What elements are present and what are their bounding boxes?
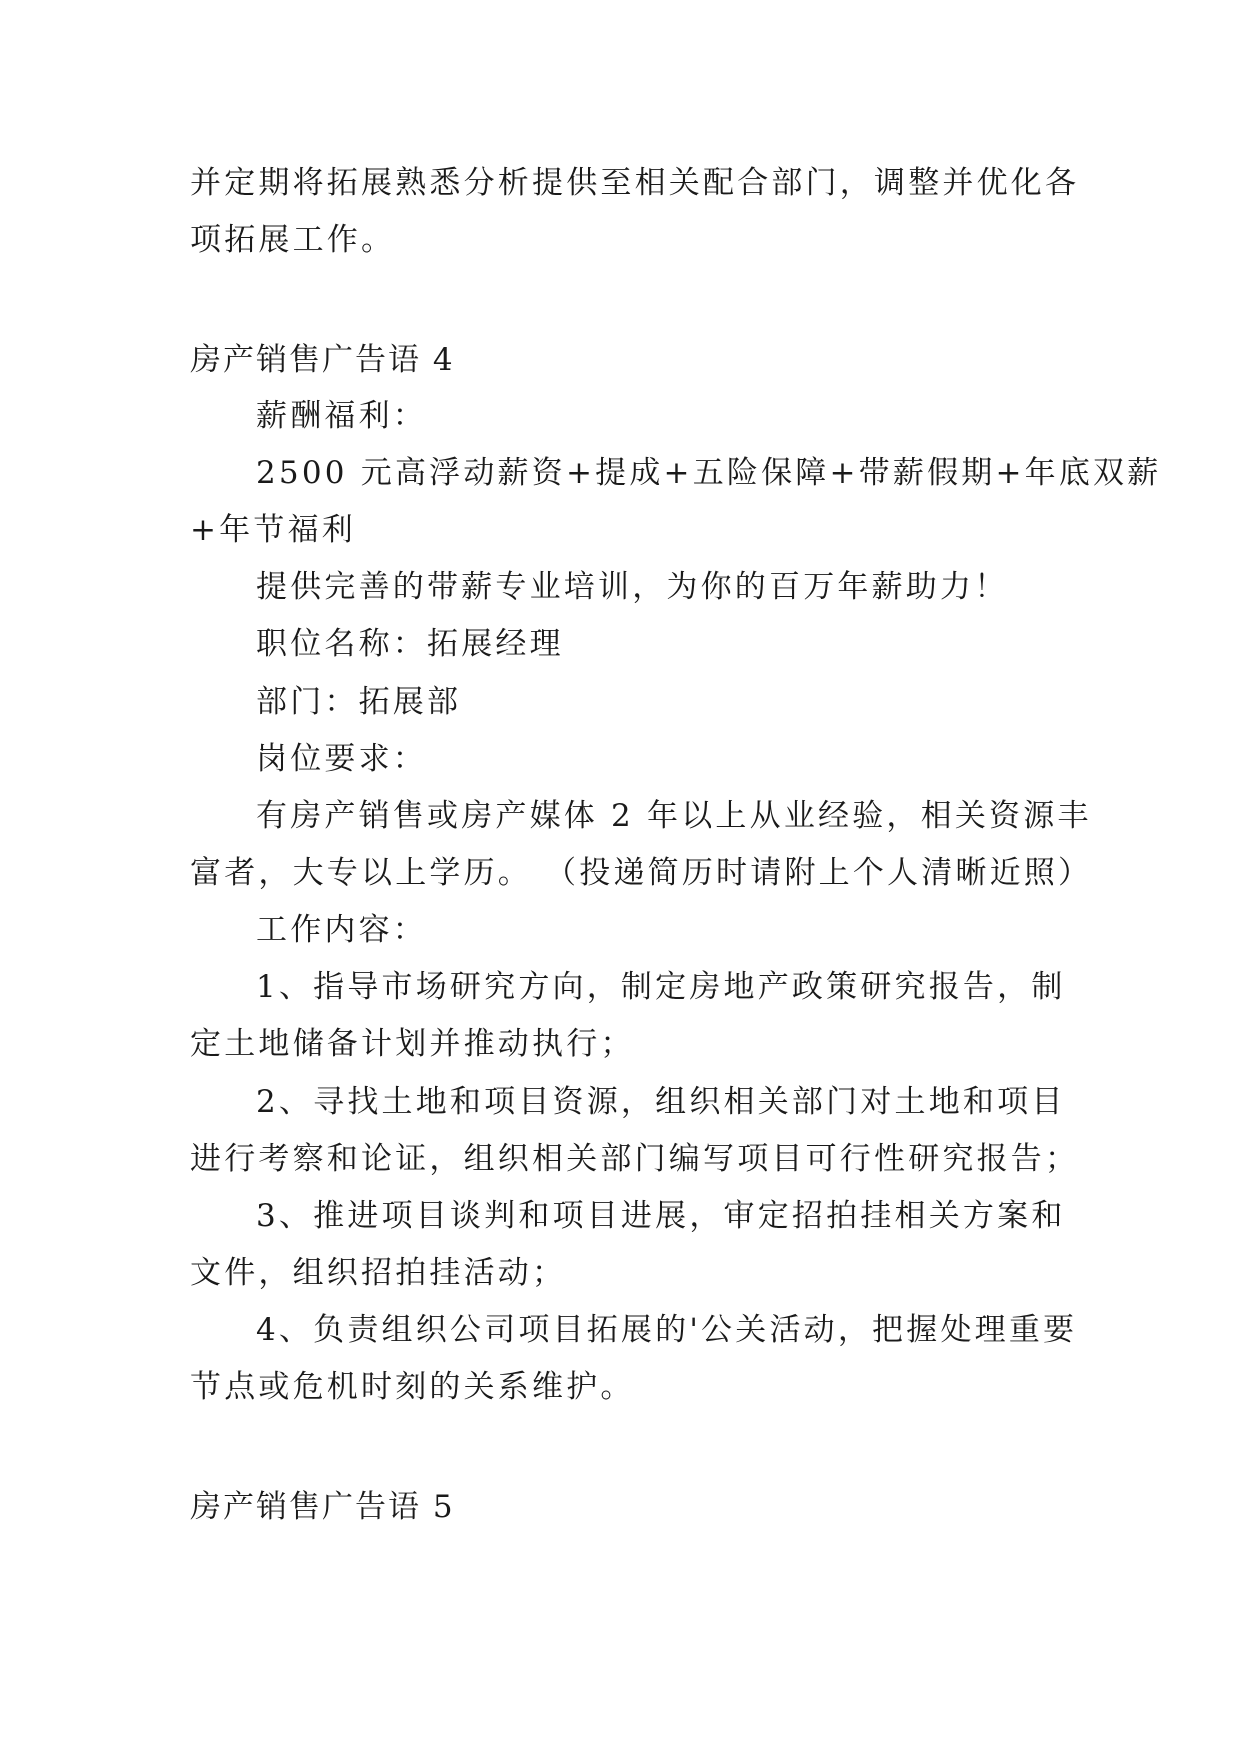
paragraph-line: 富者，大专以上学历。 （投递简历时请附上个人清晰近照） (190, 855, 1093, 891)
paragraph-line: 并定期将拓展熟悉分析提供至相关配合部门，调整并优化各 (190, 165, 1080, 201)
paragraph-line: 3、推进项目谈判和项目进展，审定招拍挂相关方案和 (256, 1198, 1066, 1234)
paragraph-line: +年节福利 (190, 512, 356, 548)
section-heading: 房产销售广告语 5 (190, 1489, 455, 1525)
paragraph-line: 部门：拓展部 (256, 684, 462, 720)
paragraph-line: 岗位要求： (256, 741, 427, 777)
paragraph-line: 1、指导市场研究方向，制定房地产政策研究报告，制 (256, 969, 1066, 1005)
section-heading: 房产销售广告语 4 (190, 342, 455, 378)
paragraph-line: 文件，组织招拍挂活动； (190, 1255, 567, 1291)
paragraph-line: 进行考察和论证，组织相关部门编写项目可行性研究报告； (190, 1141, 1080, 1177)
paragraph-line: 2、寻找土地和项目资源，组织相关部门对土地和项目 (256, 1084, 1066, 1120)
paragraph-line: 工作内容： (256, 912, 427, 948)
paragraph-line: 2500 元高浮动薪资+提成+五险保障+带薪假期+年底双薪 (256, 455, 1162, 491)
paragraph-line: 有房产销售或房产媒体 2 年以上从业经验，相关资源丰 (256, 798, 1092, 834)
paragraph-line: 4、负责组织公司项目拓展的'公关活动，把握处理重要 (256, 1312, 1078, 1348)
paragraph-line: 项拓展工作。 (190, 222, 396, 258)
paragraph-line: 职位名称：拓展经理 (256, 626, 564, 662)
paragraph-line: 节点或危机时刻的关系维护。 (190, 1369, 635, 1405)
paragraph-line: 定土地储备计划并推动执行； (190, 1026, 635, 1062)
paragraph-line: 提供完善的带薪专业培训，为你的百万年薪助力！ (256, 569, 1009, 605)
paragraph-line: 薪酬福利： (256, 398, 427, 434)
